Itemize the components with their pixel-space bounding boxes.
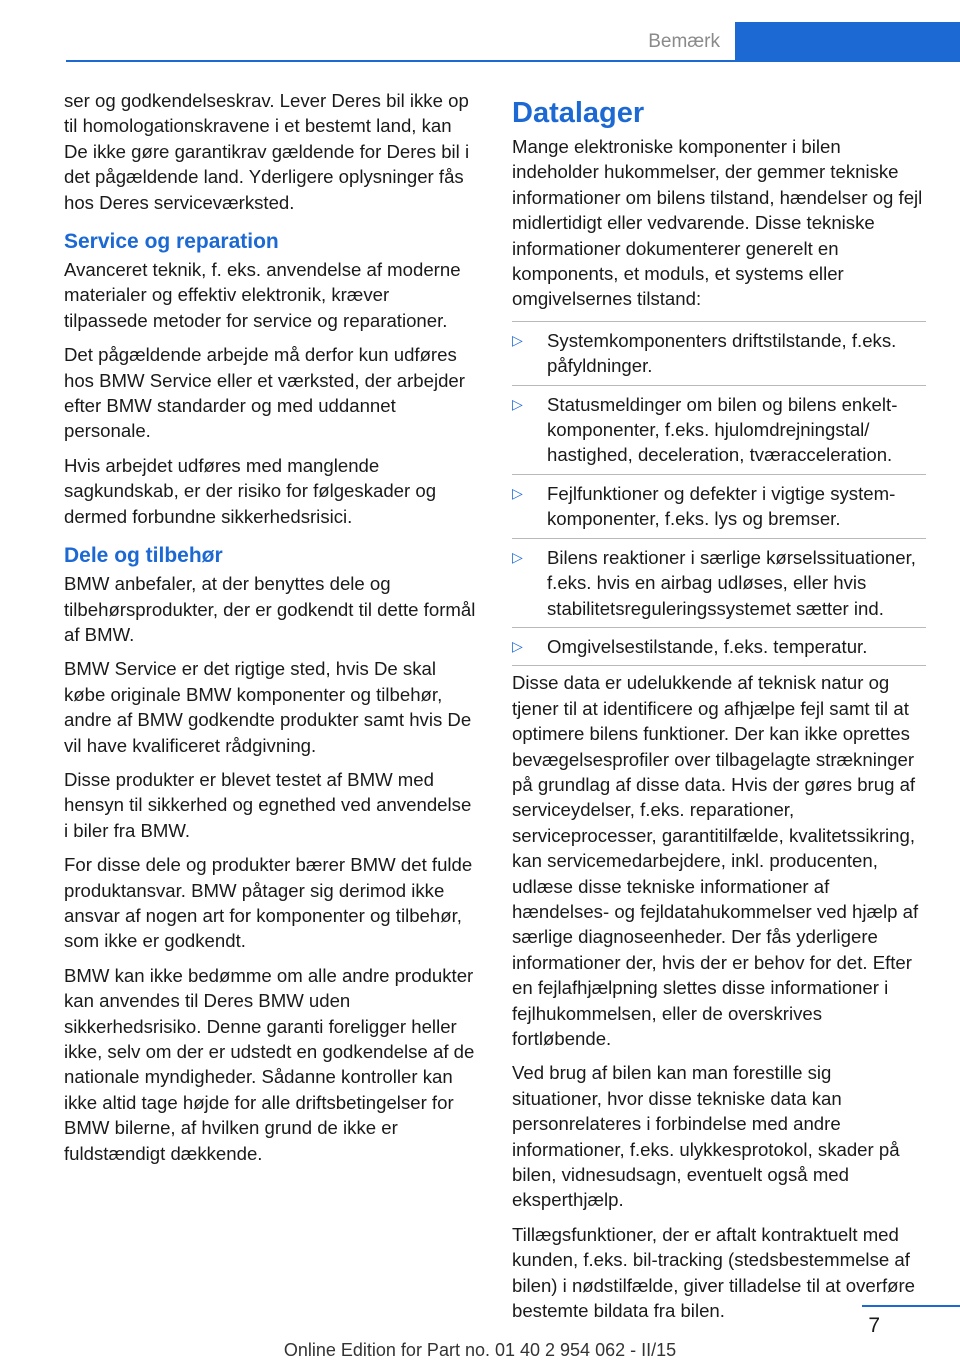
section-title: Bemærk bbox=[648, 31, 720, 52]
list-item bbox=[512, 539, 926, 628]
paragraph: Tillægsfunktioner, der er aftalt kontraktuelt med kunden, f.eks. bil-tracking (stedsbestemmelse af bilen) i nødstilfælde, giver tilladelse til at overføre bestemte bildata fra bilen. bbox=[512, 1223, 916, 1322]
heading-parts: Dele og tilbehør bbox=[64, 544, 223, 568]
paragraph: BMW kan ikke bedømme om alle andre produkter kan anvendes til Deres BMW uden sikkerhedsrisiko. Denne garanti foreligger heller ikke, selv om der er udstedt en godkendelse af de nationale myndigheder. Sådanne kontroller kan ikke altid tage højde for alle driftsbetingelser for BMW bilerne, af hvilken grund de ikke er fuldstændigt dækkende. bbox=[64, 964, 475, 1164]
bullet-arrow-icon: ▷ bbox=[512, 331, 523, 348]
bullet-list bbox=[512, 321, 926, 666]
paragraph: Disse data er udelukkende af teknisk natur og tjener til at identificere og afhjælpe fejl samt til at optimere bilens funktioner. Der kan ikke oprettes bevægelsesprofiler over tilbagelagte strækninger på grundlag af disse data. Hvis der gøres brug af serviceydelser, f.eks. reparationer, serviceprocesser, garantitilfælde, kvalitetssikring, kan servicemedarbejdere, inkl. producenten, udlæse disse tekniske informationer af hændelses- og fejldatahukommelser ved hjælp af særlige diagnoseenheder. Der fås yderligere informationer der, hvis der er behov for det. Efter en fejlafhjælpning slettes disse informationer i fejlhukommelsen, eller de overskrives fortløbende. bbox=[512, 672, 919, 1049]
paragraph: Ved brug af bilen kan man forestille sig situationer, hvor disse tekniske data kan personrelateres i forbindelse med andre informationer, f.eks. ulykkesprotokol, skader på bilen, vidnesudsagn, eventuelt også med eksperthjælp. bbox=[512, 1062, 900, 1211]
list-item bbox=[512, 386, 926, 475]
paragraph: For disse dele og produkter bærer BMW det fulde produktansvar. BMW påtager sig derimod ikke ansvar af nogen art for komponenter og tilbehør, som ikke er godkendt. bbox=[64, 854, 473, 952]
list-item bbox=[512, 628, 926, 666]
bullet-arrow-icon: ▷ bbox=[512, 637, 523, 654]
list-item-text: Statusmeldinger om bilen og bilens enkeltkomponenter, f.eks. hjulomdrejningstal/ hastighed, deceleration, tværacceleration. bbox=[547, 393, 898, 466]
list-item bbox=[512, 475, 926, 539]
paragraph: BMW anbefaler, at der benyttes dele og tilbehørsprodukter, der er godkendt til dette formål af BMW. bbox=[64, 573, 476, 645]
paragraph: ser og godkendelseskrav. Lever Deres bil ikke op til homologationskravene i et bestemt land, kan De ikke gøre garantikrav gældende for Deres bil i det pågældende land. Yderligere oplysninger fås hos Deres serviceværksted. bbox=[64, 90, 470, 213]
paragraph: Mange elektroniske komponenter i bilen indeholder hukommelser, der gemmer tekniske informationer om bilens tilstand, hændelser og fejl midlertidigt eller vedvarende. Disse tekniske informationer dokumenterer generelt en komponents, et moduls, et systems eller omgivelsernes tilstand: bbox=[512, 136, 923, 310]
paragraph: BMW Service er det rigtige sted, hvis De skal købe originale BMW komponenter og tilbehør, andre af BMW godkendte produkter samt hvis De vil have kvalificeret rådgivning. bbox=[64, 658, 472, 756]
paragraph: Hvis arbejdet udføres med manglende sagkundskab, er der risiko for følgeskader og dermed forbundne sikkerhedsrisici. bbox=[64, 454, 437, 527]
list-item-text: Fejlfunktioner og defekter i vigtige systemkomponenter, f.eks. lys og bremser. bbox=[547, 482, 896, 530]
right-column bbox=[512, 88, 926, 1332]
header-rule bbox=[66, 60, 735, 62]
paragraph: Det pågældende arbejde må derfor kun udføres hos BMW Service eller et værksted, der arbejder efter BMW standarder og med uddannet personale. bbox=[64, 344, 465, 442]
edition-footer: Online Edition for Part no. 01 40 2 954 062 - II/15 bbox=[283, 1340, 677, 1360]
left-column bbox=[64, 88, 476, 1175]
heading-datalager: Datalager bbox=[512, 97, 645, 129]
list-item-text: Systemkomponenters driftstilstande, f.eks. påfyldninger. bbox=[547, 329, 897, 377]
list-item-text: Bilens reaktioner i særlige kørselssituationer, f.eks. hvis en airbag udløses, eller hvis stabilitetsreguleringssystemet sætter ind. bbox=[547, 546, 916, 619]
page-number: 7 bbox=[868, 1314, 880, 1337]
header-tab bbox=[735, 22, 960, 62]
paragraph: Avanceret teknik, f. eks. anvendelse af moderne materialer og effektiv elektronik, kræver tilpassede metoder for service og reparationer. bbox=[64, 259, 461, 331]
list-item bbox=[512, 321, 926, 386]
heading-service: Service og reparation bbox=[64, 230, 279, 254]
bullet-arrow-icon: ▷ bbox=[512, 395, 523, 412]
bullet-arrow-icon: ▷ bbox=[512, 548, 523, 565]
list-item-text: Omgivelsestilstande, f.eks. temperatur. bbox=[547, 635, 868, 657]
paragraph: Disse produkter er blevet testet af BMW med hensyn til sikkerhed og egnethed ved anvendelse i biler fra BMW. bbox=[64, 768, 472, 841]
bullet-arrow-icon: ▷ bbox=[512, 484, 523, 501]
footer-rule bbox=[862, 1305, 960, 1307]
